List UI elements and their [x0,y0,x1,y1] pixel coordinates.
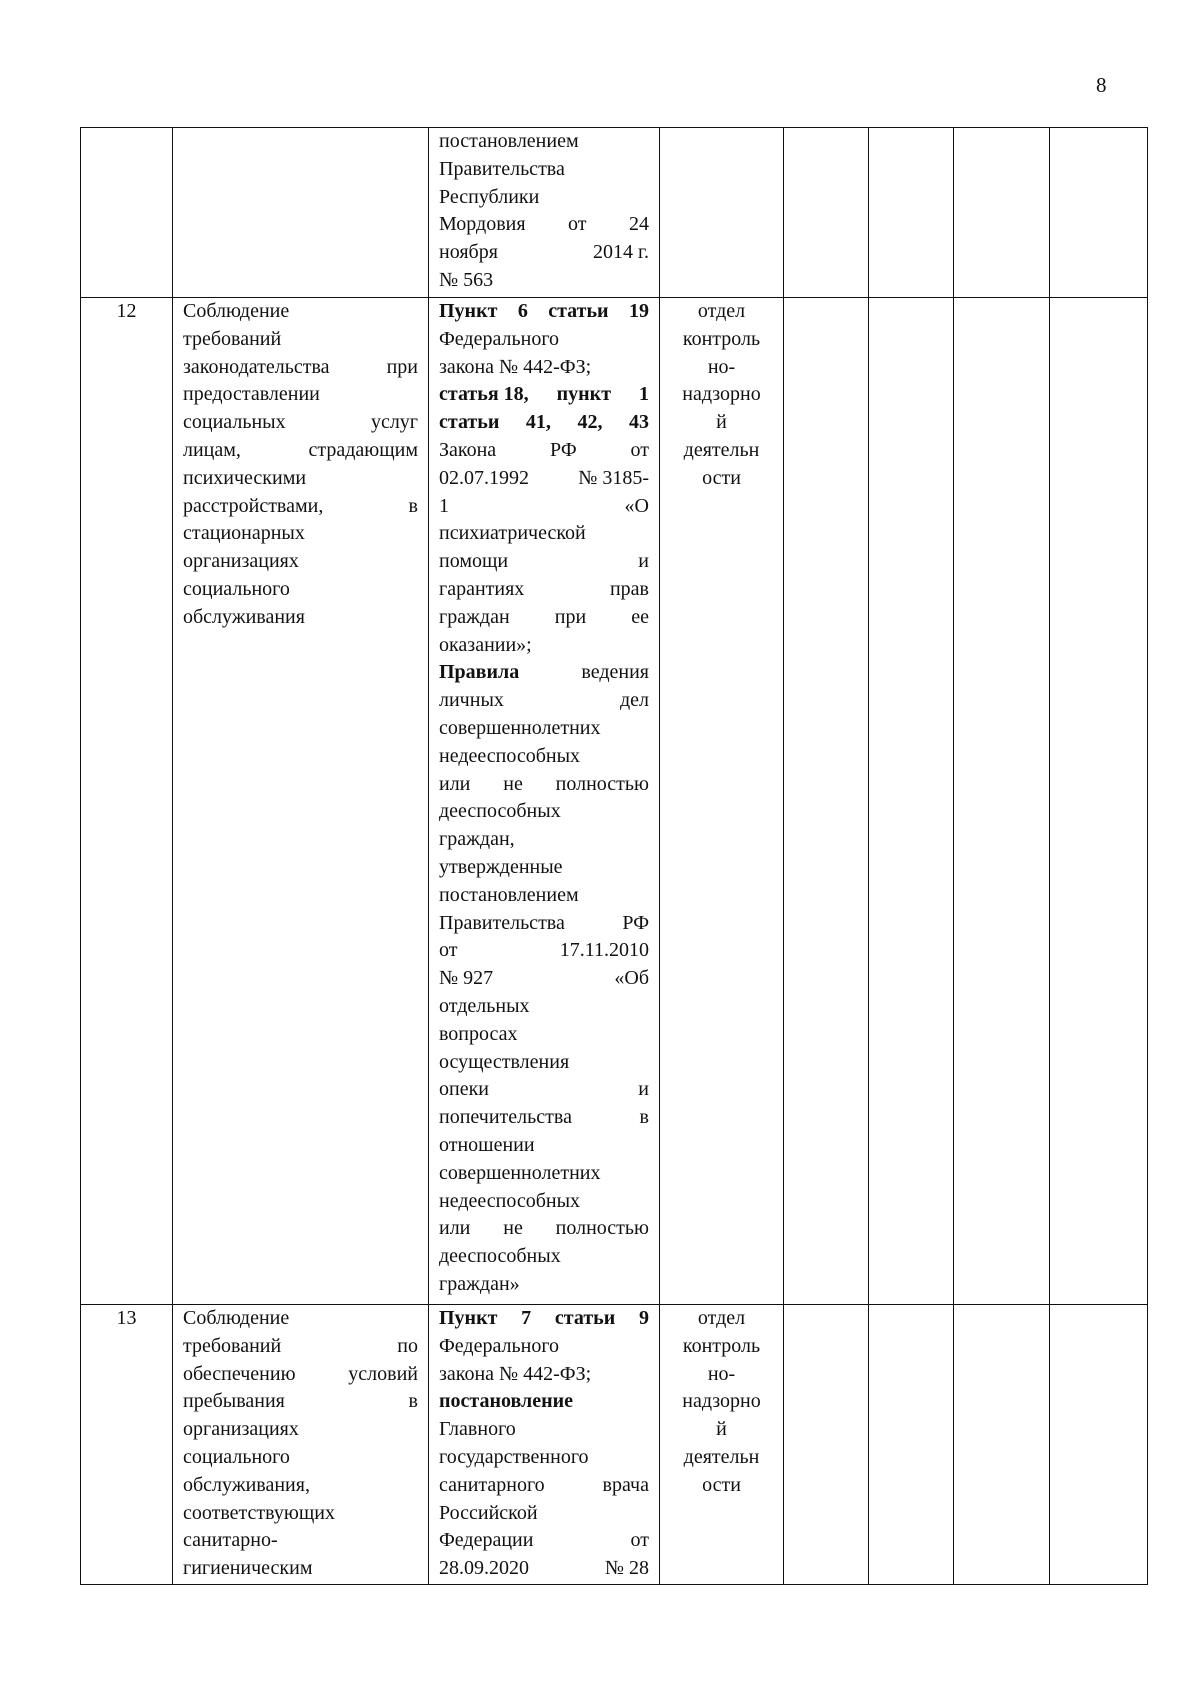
department-line: ости [702,1473,741,1496]
table-row [81,1305,1148,1585]
department-cell [660,1305,784,1585]
legal-act-line: помощи и [439,550,649,573]
legal-act-line: отношении [439,1133,535,1156]
legal-act-line: 28.09.2020 № 28 [439,1557,649,1580]
legal-act-cell [429,298,660,1305]
legal-act-line: или не полностью [439,772,649,795]
legal-act-line: дееспособных [439,800,561,823]
requirement-line: законодательства при [183,355,418,378]
department-line: ости [702,466,741,489]
requirement-line: соответствующих [183,1501,335,1524]
requirement-cell [173,128,429,298]
legal-act-line: 02.07.1992 № 3185- [439,466,649,489]
legal-act-line: государственного [439,1445,589,1468]
legal-act-line: вопросах [439,1022,518,1045]
empty-cell [784,1305,869,1585]
legal-act-line: попечительства в [439,1106,649,1129]
legal-act-line: граждан, [439,828,515,851]
requirement-cell [173,298,429,1305]
legal-act-line: дееспособных [439,1245,561,1268]
department-line: контроль [682,1334,761,1357]
control-requirements-table [80,127,1148,1585]
legal-act-line: Республики [439,185,540,208]
legal-act-line: Пункт 7 статьи 9 [439,1307,649,1329]
requirement-line: расстройствами, в [183,494,418,517]
legal-act-line: Федерального [439,327,560,350]
requirement-line: организациях [183,1418,299,1441]
empty-cell [1050,298,1148,1305]
legal-act-line: закона № 442-ФЗ; [439,355,592,378]
empty-cell [954,1305,1050,1585]
requirement-line: социального [183,577,290,600]
page-number: 8 [1096,73,1107,97]
legal-act-line: опеки и [439,1078,649,1101]
department-line: деятельн [683,438,760,461]
empty-cell [1050,128,1148,298]
department-line: й [716,1418,727,1441]
requirement-line: требований [183,327,282,350]
requirement-line: пребывания в [183,1390,418,1413]
legal-act-line: Закона РФ от [439,438,649,461]
legal-act-line: постановление [439,1390,574,1413]
empty-cell [869,298,954,1305]
legal-act-line: статьи 41, 42, 43 [439,411,649,434]
legal-act-line: № 927 «Об [439,967,649,990]
legal-act-line: Федерации от [439,1529,649,1552]
department-line: но- [707,355,736,378]
legal-act-line: оказании»; [439,633,532,656]
legal-act-line: отдельных [439,994,530,1017]
row-number-cell: 12 [81,298,173,1305]
legal-act-line: психиатрической [439,522,586,545]
requirement-line: психическими [183,466,307,489]
empty-cell [869,1305,954,1585]
empty-cell [954,128,1050,298]
legal-act-line: санитарного врача [439,1473,649,1496]
requirement-line: Соблюдение [183,300,290,322]
department-line: надзорно [682,1390,761,1413]
row-number-cell [81,128,173,298]
legal-act-line: Правительства РФ [439,911,649,934]
legal-act-line: закона № 442-ФЗ; [439,1362,592,1385]
empty-cell [784,298,869,1305]
empty-cell [1050,1305,1148,1585]
legal-act-line: постановлением [439,883,579,906]
legal-act-line: граждан при ее [439,605,649,628]
table-body [81,128,1148,1585]
row-number-cell: 13 [81,1305,173,1585]
requirement-line: предоставлении [183,383,320,406]
legal-act-line: совершеннолетних [439,716,601,739]
legal-act-cell [429,128,660,298]
legal-act-line: от 17.11.2010 [439,939,649,962]
requirement-line: Соблюдение [183,1307,290,1329]
legal-act-line: 1 «О [439,494,649,517]
table-row [81,298,1148,1305]
legal-act-line: совершеннолетних [439,1161,601,1184]
requirement-line: социальных услуг [183,411,418,434]
legal-act-line: Российской [439,1501,538,1524]
legal-act-line: утвержденные [439,855,563,878]
legal-act-line: статья 18, пункт 1 [439,383,649,406]
department-line: деятельн [683,1445,760,1468]
legal-act-line: граждан» [439,1272,520,1295]
legal-act-line: или не полностью [439,1217,649,1240]
legal-act-cell [429,1305,660,1585]
legal-act-line: личных дел [439,689,649,712]
requirement-line: лицам, страдающим [183,438,418,461]
requirement-line: санитарно- [183,1529,278,1552]
department-cell [660,298,784,1305]
department-line: отдел [697,1307,746,1329]
legal-act-line: № 563 [439,268,494,291]
legal-act-line: Правительства [439,157,565,180]
legal-act-line: ноября 2014 г. [439,241,649,264]
legal-act-line: осуществления [439,1050,570,1073]
requirement-line: организациях [183,550,299,573]
requirement-line: стационарных [183,522,305,545]
requirement-cell [173,1305,429,1585]
legal-act-line: Правила ведения [439,661,649,684]
legal-act-line: недееспособных [439,744,581,767]
requirement-line: социального [183,1445,290,1468]
legal-act-line: недееспособных [439,1189,581,1212]
empty-cell [954,298,1050,1305]
legal-act-line: Пункт 6 статьи 19 [439,300,649,322]
department-line: й [716,411,727,434]
requirement-line: обслуживания, [183,1473,310,1496]
legal-act-line: постановлением [439,130,579,152]
requirement-line: гигиеническим [183,1557,313,1580]
requirement-line: обеспечению условий [183,1362,418,1385]
legal-act-line: Мордовия от 24 [439,213,649,236]
requirement-line: обслуживания [183,605,305,628]
legal-act-line: Федерального [439,1334,560,1357]
requirement-line: требований по [183,1334,418,1357]
legal-act-line: гарантиях прав [439,577,649,600]
department-line: но- [707,1362,736,1385]
department-line: отдел [697,300,746,322]
department-line: надзорно [682,383,761,406]
empty-cell [869,128,954,298]
department-line: контроль [682,327,761,350]
table-row [81,128,1148,298]
empty-cell [784,128,869,298]
department-cell [660,128,784,298]
legal-act-line: Главного [439,1418,516,1441]
